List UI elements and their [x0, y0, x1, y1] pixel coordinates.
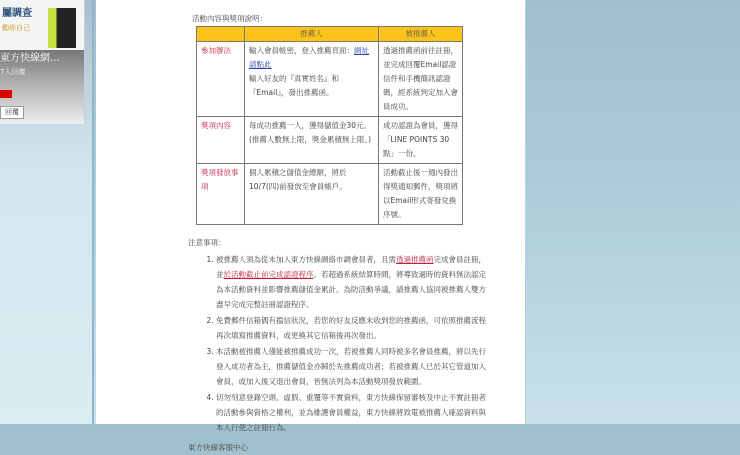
- row-label: 獎項內容: [197, 117, 245, 164]
- list-item: 4. 切勿刻意登錄空頭、虛假、重覆等不實資料，東方快線保留審核及中止不實註冊者的活動參與資格之權利，並為維護會員權益，東方快線將致電被推薦人確認資料與本人行使之註冊行為。: [216, 390, 486, 435]
- table-row: [197, 117, 463, 164]
- thumbnail-headline: 東方快線網...: [0, 53, 60, 64]
- list-item: 3. 本活動被推薦人僅能被推薦成功一次，若被推薦人同時被多名會員推薦，將以先行登入成功者為主，推薦儲值金亦歸於先推薦成功者；若被推薦人已於其它管道加入會員，或加入後又退出會員，皆無法列為本活動獎項發放範圍。: [216, 344, 486, 389]
- notes-list: [204, 252, 486, 436]
- cell-text: 輸入會員帳密，登入推薦頁面：: [249, 46, 354, 55]
- table-row: [197, 42, 463, 117]
- referral-link[interactable]: 網址請點此: [249, 46, 369, 69]
- note-text: 被推薦人須為從未加入東方快線網絡市調會員者，且需: [216, 255, 396, 264]
- flag-icon: [0, 90, 12, 98]
- notes-heading: 注意事項：: [188, 238, 226, 247]
- table-header-referrer: 推薦人: [245, 27, 379, 42]
- thumbnail-replies: 7人回覆: [0, 68, 26, 76]
- row-label: 參加辦法: [197, 42, 245, 117]
- thumbnail-banner: [0, 0, 84, 50]
- background-window: [0, 0, 94, 424]
- thumbnail-subtitle: 動你自己: [2, 24, 30, 32]
- table-header-referee: 被推薦人: [379, 27, 463, 42]
- table-cell: 成功認證為會員，獲得「LINE POINTS 30點」一份。: [379, 117, 463, 164]
- rules-table: [196, 26, 463, 225]
- list-item: [216, 252, 486, 312]
- note-text: 完成會員註冊，並: [216, 255, 486, 279]
- thumbnail-title: 屬調查: [2, 8, 32, 19]
- signature: 東方快線客服中心: [188, 443, 248, 452]
- table-cell: 個人累積之儲值金總額，將於10/7(四)前發放至會員帳戶。: [245, 164, 379, 225]
- note-text: 。若超過系統結算時間，將導致過時的資料無法認定為本活動資料並影響推薦儲值金累計。為防活動爭議，請推薦人協同被推薦人雙方盡早完成完整註冊認證程序。: [216, 270, 486, 309]
- thumbnail-post: [0, 50, 84, 124]
- table-cell: 每成功推薦一人，獲得儲值金30元。(推薦人數無上限，獎金累積無上限。): [245, 117, 379, 164]
- article-page: [96, 0, 526, 452]
- table-cell: 透過推薦函前往註冊，並完成回覆Email認證信件和手機簡訊認證碼，經系統判定加入會員成功。: [379, 42, 463, 117]
- businessman-illustration-icon: [48, 8, 76, 48]
- cell-text: 輸入好友的『真實姓名』和『Email』，發出推薦函。: [249, 74, 339, 97]
- verification-link[interactable]: 於活動截止前完成認證程序: [223, 270, 314, 279]
- table-header-blank: [197, 27, 245, 42]
- table-row: [197, 164, 463, 225]
- row-label: 獎項發放事項: [197, 164, 245, 225]
- survey-thumbnail[interactable]: [0, 0, 85, 124]
- table-cell: 活動截止後一週內發出得獎通知郵件，獎項將以Email形式寄發兌換序號。: [379, 164, 463, 225]
- section-heading: 活動內容與獎項說明：: [192, 14, 267, 23]
- reply-button[interactable]: 回覆: [0, 106, 24, 119]
- table-cell: [245, 42, 379, 117]
- list-item: 2. 免費郵件信箱偶有擋信狀況，若您的好友反應未收到您的推薦函，可依照推薦流程再次填寫推薦資料，或更換其它信箱後再次發出。: [216, 313, 486, 343]
- referral-letter-link[interactable]: 透過推薦函: [396, 255, 434, 264]
- table-header-row: [197, 27, 463, 42]
